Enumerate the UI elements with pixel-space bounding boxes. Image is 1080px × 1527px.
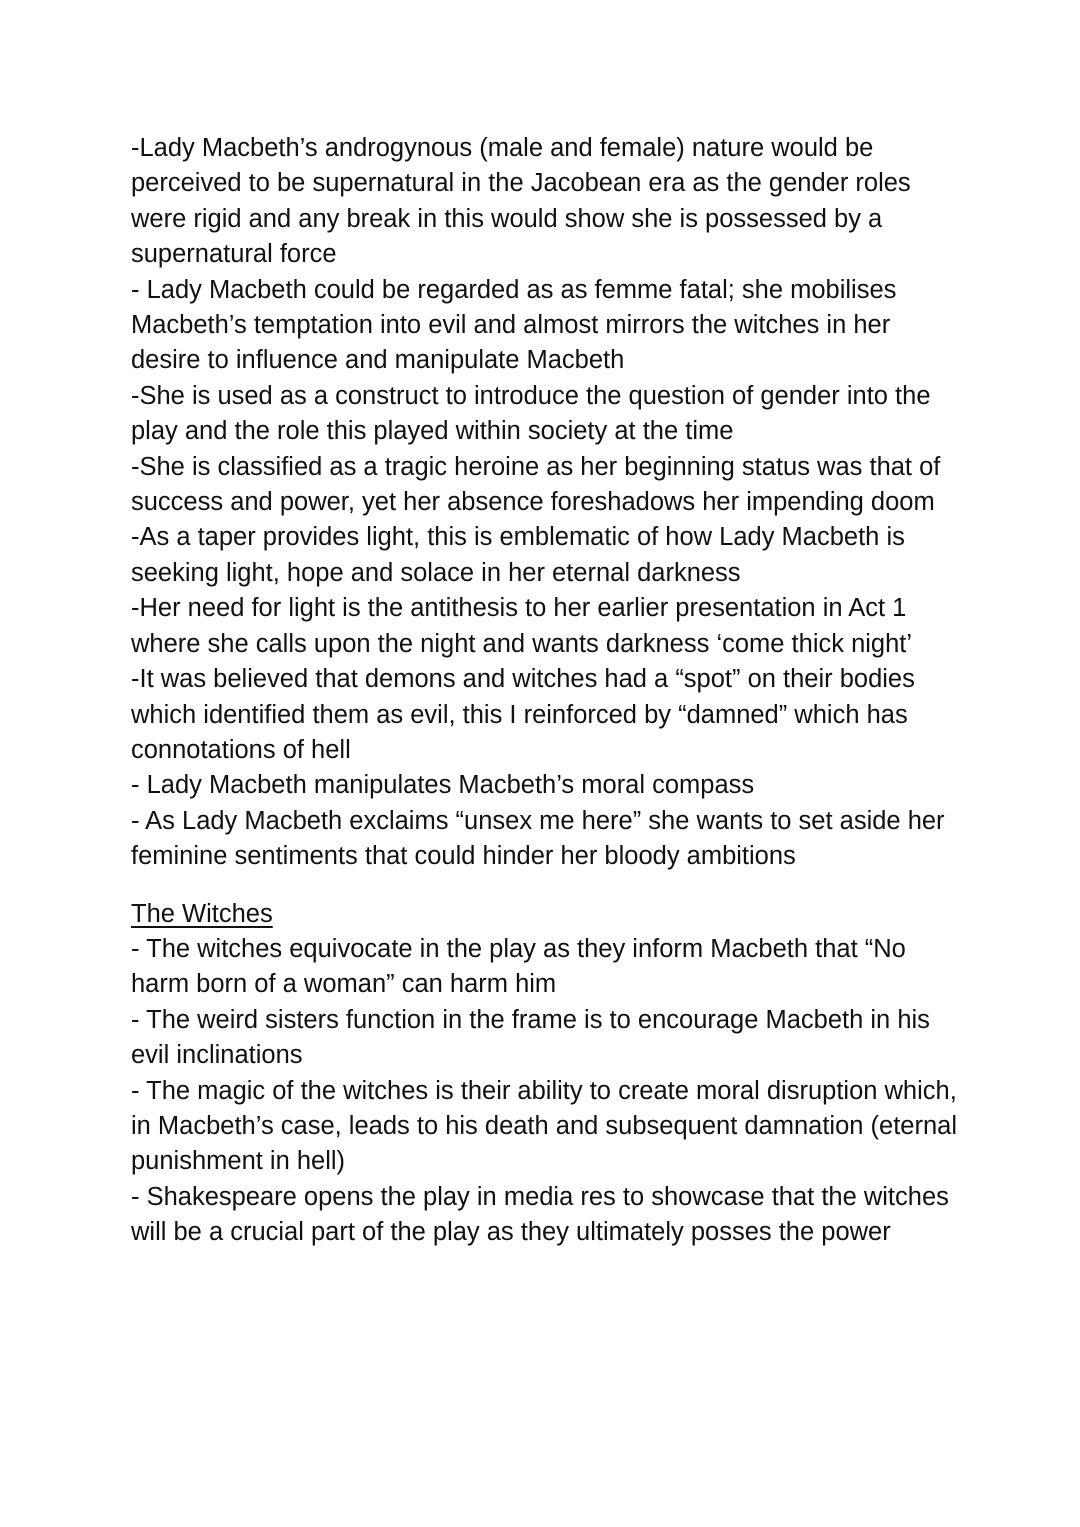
note-unsex-me-here: - As Lady Macbeth exclaims “unsex me here” she wants to set aside her feminine sentiments that could hinder her bloody ambitions <box>131 806 945 871</box>
note-weird-sisters: - The weird sisters function in the frame is to encourage Macbeth in his evil inclinations <box>131 1005 930 1070</box>
note-gender-construct: -She is used as a construct to introduce the question of gender into the play and the role this played within society at the time <box>131 381 931 446</box>
lady-macbeth-section <box>131 131 961 875</box>
note-spot-damned: -It was believed that demons and witches had a “spot” on their bodies which identified them as evil, this I reinforced by “damned” which has connotations of hell <box>131 665 915 764</box>
note-moral-compass: - Lady Macbeth manipulates Macbeth’s moral compass <box>131 771 755 800</box>
witches-section <box>131 897 961 1251</box>
note-tragic-heroine: -She is classified as a tragic heroine as her beginning status was that of success and power, yet her absence foreshadows her impending doom <box>131 452 941 517</box>
note-femme-fatal: - Lady Macbeth could be regarded as as femme fatal; she mobilises Macbeth’s temptation into evil and almost mirrors the witches in her desire to influence and manipulate Macbeth <box>131 275 897 375</box>
note-media-res: - Shakespeare opens the play in media res to showcase that the witches will be a crucial part of the play as they ultimately posses the power <box>131 1182 949 1247</box>
note-equivocate: - The witches equivocate in the play as they inform Macbeth that “No harm born of a woman” can harm him <box>131 934 906 999</box>
document-page <box>131 131 961 1251</box>
witches-heading: The Witches <box>131 899 273 928</box>
note-androgynous-nature: -Lady Macbeth’s androgynous (male and female) nature would be perceived to be supernatural in the Jacobean era as the gender roles were rigid and any break in this would show she is possessed by a supernatural force <box>131 134 911 269</box>
note-light-antithesis: -Her need for light is the antithesis to her earlier presentation in Act 1 where she calls upon the night and wants darkness ‘come thick night’ <box>131 594 913 658</box>
note-moral-disruption: - The magic of the witches is their ability to create moral disruption which, in Macbeth’s case, leads to his death and subsequent damnation (eternal punishment in hell) <box>131 1076 957 1176</box>
note-taper-light: -As a taper provides light, this is emblematic of how Lady Macbeth is seeking light, hope and solace in her eternal darkness <box>131 523 905 587</box>
section-gap <box>131 875 961 897</box>
